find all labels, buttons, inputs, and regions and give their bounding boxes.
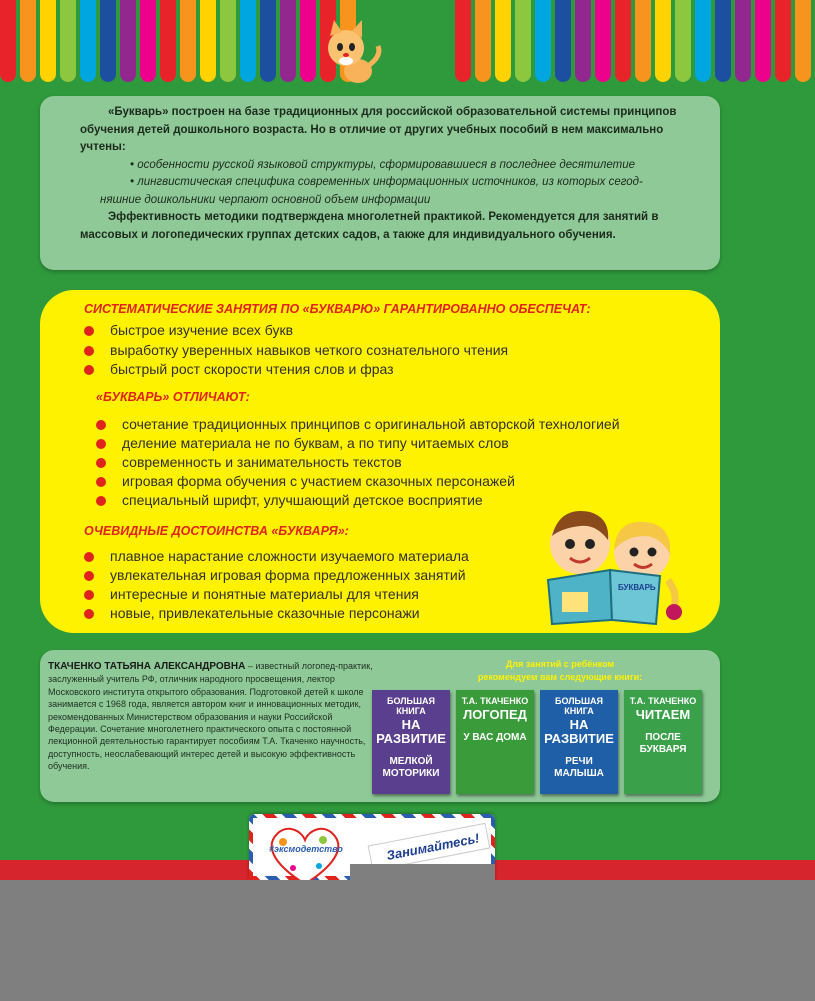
bullet-dot-icon [96,439,106,449]
book-title-t1: БОЛЬШАЯ КНИГА [386,696,436,716]
recommended-book[interactable] [624,690,702,794]
kids-book-label: БУКВАРЬ [618,583,656,592]
section2-item: специальный шрифт, улучшающий детское восприятие [96,491,483,509]
rainbow-stripe [695,0,711,82]
recommended-book[interactable] [540,690,618,794]
section3-item: плавное нарастание сложности изучаемого материала [84,547,469,565]
intro-bullet-1: • особенности русской языковой структуры, сформировавшиеся в последнее десятилетие [130,158,636,171]
rainbow-stripe [100,0,116,82]
rainbow-stripe [0,0,16,82]
rainbow-stripe [515,0,531,82]
book-title-t2: ЧИТАЕМ [635,707,691,722]
bullet-dot-icon [84,552,94,562]
recommend-heading [460,658,660,684]
rainbow-stripe [495,0,511,82]
rainbow-stripe [675,0,691,82]
card-tag: #эксмодетство [269,844,343,854]
card-banner: Занимайтесь! [368,823,491,871]
rainbow-stripe [455,0,471,82]
section2-item: современность и занимательность текстов [96,453,402,471]
section1-item: быстрый рост скорости чтения слов и фраз [84,360,394,378]
author-bio: – известный логопед-практик, заслуженный учитель РФ, отличник народного просвещения, лектор Московского института открытого образования. Подготовкой детей к школе занимается с 1968 года, является автором книг и инновационных методик, рекомендованных Министерством образования и науки Российской Федерации. Сочетание многолетнего практического опыта с постоянной лекционной деятельностью гарантирует пособиям Т.А. Ткаченко научность, доступность, неослабевающий интерес детей и высокую эффективность обучения. [48,661,373,772]
rainbow-stripe [795,0,811,82]
rainbow-stripe [80,0,96,82]
rainbow-stripe [555,0,571,82]
recommended-book[interactable] [372,690,450,794]
intro-bullet-2b: няшние дошкольники черпают основной объем информации [100,193,431,206]
rainbow-stripe [595,0,611,82]
bullet-dot-icon [96,458,106,468]
intro-paragraph-2: Эффективность методики подтверждена многолетней практикой. Рекомендуется для занятий в массовых и логопедических группах детских садов, а также для индивидуального обучения. [80,211,659,241]
gray-overlay-tab [350,864,495,880]
section2-title: «БУКВАРЬ» ОТЛИЧАЮТ: [96,390,250,404]
intro-paragraph-1: «Букварь» построен на базе традиционных для российской образовательной системы принципов обучения детей дошкольного возраста. Но в отличие от других учебных пособий в нем максимально учтены: [80,106,677,153]
kids-reading-illustration [540,500,690,625]
rainbow-stripe [615,0,631,82]
book-title-t1: Т.А. ТКАЧЕНКО [629,696,697,706]
rainbow-stripe [20,0,36,82]
rainbow-stripe [160,0,176,82]
rainbow-stripe [120,0,136,82]
kitten-mascot-icon [318,16,388,86]
author-text [48,660,373,773]
author-name: ТКАЧЕНКО ТАТЬЯНА АЛЕКСАНДРОВНА [48,661,246,672]
book-title-t3: У ВАС ДОМА [463,732,527,743]
rainbow-stripe [635,0,651,82]
section2-item: игровая форма обучения с участием сказочных персонажей [96,472,515,490]
rainbow-stripe [655,0,671,82]
bullet-dot-icon [96,420,106,430]
rainbow-stripe [260,0,276,82]
recommend-line-1: Для занятий с ребёнком [505,659,615,669]
rainbow-stripe [60,0,76,82]
book-title-t1: БОЛЬШАЯ КНИГА [554,696,604,716]
section3-item: увлекательная игровая форма предложенных занятий [84,566,466,584]
book-title-t3: ПОСЛЕ БУКВАРЯ [639,732,687,755]
section1-item: быстрое изучение всех букв [84,321,293,339]
rainbow-stripe [240,0,256,82]
rainbow-stripe [300,0,316,82]
recommended-book[interactable] [456,690,534,794]
section1-item: выработку уверенных навыков четкого сознательного чтения [84,341,508,359]
book-title-t3: МЕЛКОЙ МОТОРИКИ [382,756,440,779]
rainbow-stripe [280,0,296,82]
bullet-dot-icon [84,609,94,619]
rainbow-stripe [535,0,551,82]
bullet-dot-icon [96,496,106,506]
book-title-t3: РЕЧИ МАЛЫША [554,756,604,779]
author-panel [40,650,720,802]
book-title-t2: НА РАЗВИТИЕ [376,717,446,746]
section3-item: интересные и понятные материалы для чтения [84,585,419,603]
section3-item: новые, привлекательные сказочные персонажи [84,604,420,622]
rainbow-stripe [180,0,196,82]
rainbow-stripe [40,0,56,82]
rainbow-stripe [755,0,771,82]
bullet-dot-icon [84,326,94,336]
bullet-dot-icon [84,590,94,600]
book-title-t2: НА РАЗВИТИЕ [544,717,614,746]
section2-item: сочетание традиционных принципов с оригинальной авторской технологией [96,415,620,433]
rainbow-stripe [715,0,731,82]
rainbow-stripe [775,0,791,82]
bullet-dot-icon [96,477,106,487]
rainbow-stripes-left [0,0,360,82]
intro-panel [40,96,720,270]
book-title-t2: ЛОГОПЕД [463,707,527,722]
section3-title: ОЧЕВИДНЫЕ ДОСТОИНСТВА «БУКВАРЯ»: [84,524,349,538]
rainbow-stripes-right [455,0,815,82]
section2-item: деление материала не по буквам, а по типу читаемых слов [96,434,509,452]
bullet-dot-icon [84,365,94,375]
bullet-dot-icon [84,571,94,581]
rainbow-stripe [475,0,491,82]
recommend-line-2: рекомендуем вам следующие книги: [477,672,643,682]
rainbow-stripe [735,0,751,82]
rainbow-stripe [220,0,236,82]
section1-title: СИСТЕМАТИЧЕСКИЕ ЗАНЯТИЯ ПО «БУКВАРЮ» ГАРАНТИРОВАННО ОБЕСПЕЧАТ: [84,302,591,316]
book-title-t1: Т.А. ТКАЧЕНКО [461,696,529,706]
rainbow-stripe [140,0,156,82]
rainbow-stripe [575,0,591,82]
rainbow-stripe [200,0,216,82]
bullet-dot-icon [84,346,94,356]
intro-bullet-2a: • лингвистическая специфика современных информационных источников, из которых сегод- [130,176,643,188]
